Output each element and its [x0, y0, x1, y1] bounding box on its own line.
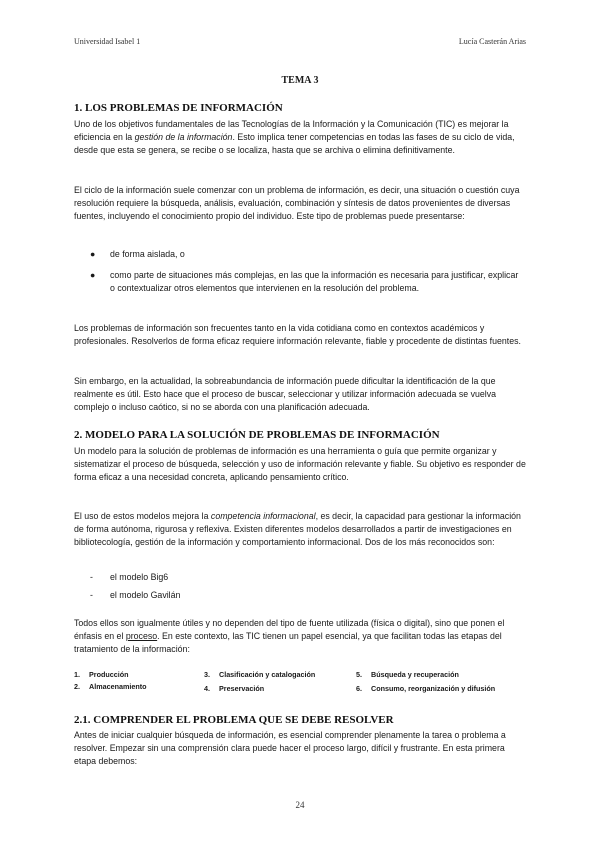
s1-paragraph-1	[74, 118, 526, 157]
stage-label: Consumo, reorganización y difusión	[371, 684, 496, 693]
stage-number: 5.	[356, 670, 362, 679]
s1-paragraph-2: El ciclo de la información suele comenzar con un problema de información, es decir, una situación o cuestión cuya resolución requiere la búsqueda, análisis, evaluación, combinación y síntesis de datos provenientes de diversas fuentes, incluyendo el conocimiento propio del individuo. Este tipo de problemas puede presentarse:	[74, 185, 520, 221]
s1-paragraph-4: Sin embargo, en la actualidad, la sobreabundancia de información puede dificultar la identificación de la que realmente es útil. Esto hace que el proceso de buscar, seleccionar y utilizar información adecuada se vuelva complejo o incluso caótico, si no se aborda con una planificación adecuada.	[74, 376, 496, 412]
s2-paragraph-3	[74, 617, 526, 656]
section-1-heading: 1. LOS PROBLEMAS DE INFORMACIÓN	[74, 102, 283, 114]
s2-p3-underlined: proceso	[125, 631, 158, 641]
stage-number: 6.	[356, 684, 362, 693]
s2-paragraph-2	[74, 510, 526, 549]
stage-number: 4.	[204, 684, 210, 693]
model-text: el modelo Gavilán	[110, 590, 181, 600]
s2-p3-text-a: Todos ellos son igualmente útiles y no dependen del tipo de fuente utilizada (física o digital), sino que ponen el énfasis en el	[74, 618, 505, 641]
s1-p1-text-a: Uno de los objetivos fundamentales de las Tecnologías de la Información y la Comunicación (TIC) es mejorar la eficiencia en la	[74, 119, 509, 142]
bullet-text: de forma aislada, o	[110, 249, 185, 259]
s21-paragraph-1: Antes de iniciar cualquier búsqueda de información, es esencial comprender plenamente la tarea o problema a resolver. Empezar sin una comprensión clara puede hacer el proceso largo, difícil y frustrante. En esta primera etapa debemos:	[74, 730, 506, 766]
stage-label: Producción	[89, 670, 129, 679]
stage-label: Preservación	[219, 684, 265, 693]
s2-p2-text-b: , es decir, la capacidad para gestionar la información de forma autónoma, rigurosa y reflexiva. Existen diferentes modelos desarrollados a partir de investigaciones en bibliotecología, gestión de la información y comportamiento informacional. Dos de los más reconocidos son:	[74, 511, 521, 547]
header-right: Lucía Casterán Arias	[458, 37, 526, 46]
chapter-title: TEMA 3	[281, 75, 319, 86]
s1-paragraph-3: Los problemas de información son frecuentes tanto en la vida cotidiana como en contextos académicos y profesionales. Resolverlos de forma eficaz requiere información relevante, fiable y procedente de distintas fuentes.	[74, 323, 521, 346]
s1-p1-text-b: . Esto implica tener competencias en todas las fases de su ciclo de vida, desde que esta se genera, se recibe o se localiza, hasta que se archiva o elimina definitivamente.	[74, 132, 515, 155]
bullet-marker: ●	[90, 249, 96, 259]
s2-paragraph-1: Un modelo para la solución de problemas de información es una herramienta o guía que permite organizar y sistematizar el proceso de búsqueda, selección y uso de información relevante y fiable. Su objetivo es responder de forma eficaz a una necesidad concreta, aplicando pensamiento crítico.	[74, 446, 526, 482]
bullet-text: como parte de situaciones más complejas, en las que la información es necesaria para justificar, explicar o contextualizar otros elementos que intervienen en la resolución del problema.	[110, 270, 519, 293]
page-number: 24	[295, 800, 305, 810]
stage-label: Clasificación y catalogación	[219, 670, 316, 679]
stage-number: 2.	[74, 682, 80, 691]
section-2-1-heading: 2.1. COMPRENDER EL PROBLEMA QUE SE DEBE RESOLVER	[74, 714, 394, 726]
stage-number: 3.	[204, 670, 210, 679]
s2-p3-text-b: . En este contexto, las TIC tienen un papel esencial, ya que facilitan todas las etapas del tratamiento de la información:	[74, 631, 502, 654]
stage-number: 1.	[74, 670, 80, 679]
stage-label: Búsqueda y recuperación	[371, 670, 459, 679]
s1-p1-emphasis: gestión de la información	[134, 132, 233, 142]
dash-marker: -	[90, 572, 93, 582]
s2-p2-emphasis: competencia informacional	[210, 511, 316, 521]
s2-p2-text-a: El uso de estos modelos mejora la	[74, 511, 211, 521]
stage-label: Almacenamiento	[89, 682, 147, 691]
model-text: el modelo Big6	[110, 572, 169, 582]
header-left: Universidad Isabel 1	[74, 37, 141, 46]
dash-marker: -	[90, 590, 93, 600]
section-2-heading: 2. MODELO PARA LA SOLUCIÓN DE PROBLEMAS DE INFORMACIÓN	[74, 429, 440, 441]
bullet-marker: ●	[90, 270, 96, 280]
